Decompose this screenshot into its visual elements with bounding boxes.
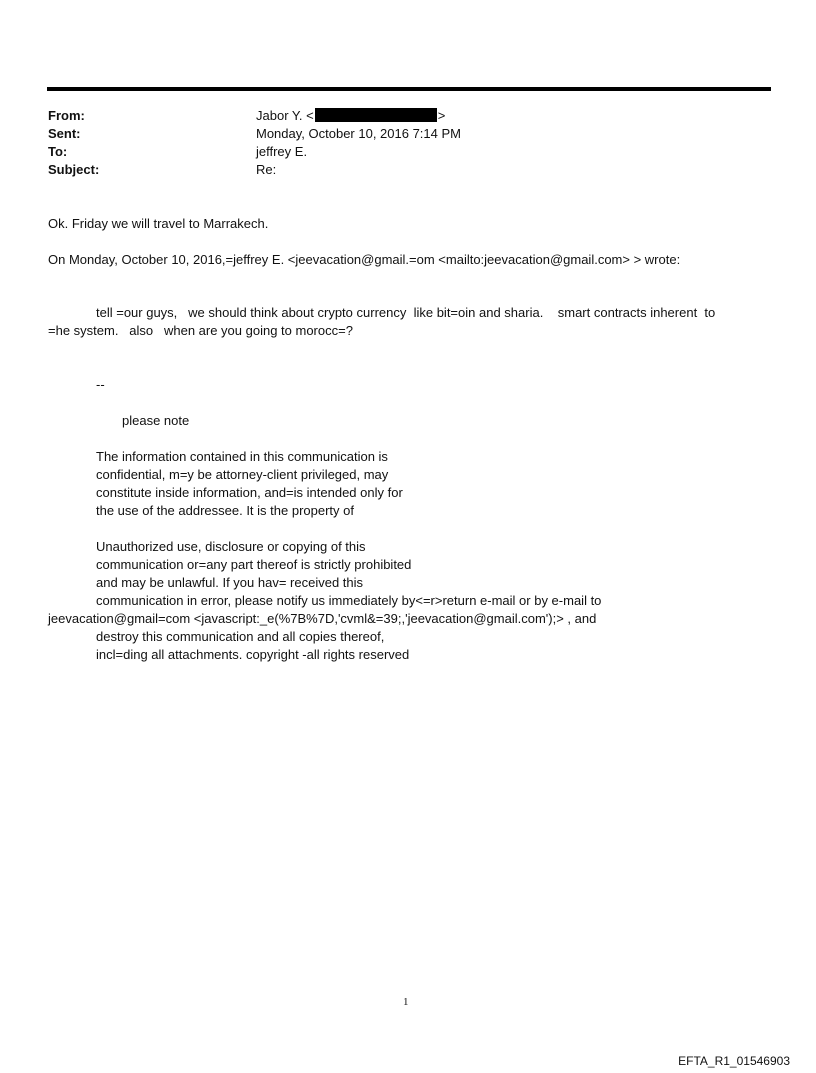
from-name: Jabor Y. < [256,108,314,123]
reply-text: Ok. Friday we will travel to Marrakech. [48,216,269,231]
document-id: EFTA_R1_01546903 [678,1054,790,1068]
notice-line: incl=ding all attachments. copyright -all rights reserved [96,647,410,662]
header-divider [47,87,771,91]
page-number: 1 [403,996,409,1008]
notice-line: confidential, m=y be attorney-client privileged, may [96,467,389,482]
signature-dashes: -- [96,377,105,392]
from-value [256,107,445,125]
from-label: From: [48,108,85,123]
subject-label: Subject: [48,162,100,177]
redacted-email-block [315,108,437,122]
to-label: To: [48,144,68,159]
quoted-message-line: =he system. also when are you going to morocc=? [48,323,353,338]
notice-line: The information contained in this communication is [96,449,388,464]
sent-value: Monday, October 10, 2016 7:14 PM [256,126,461,141]
from-close: > [437,108,446,123]
subject-value: Re: [256,162,277,177]
notice-line: communication or=any part thereof is strictly prohibited [96,557,412,572]
sent-label: Sent: [48,126,81,141]
notice-line: and may be unlawful. If you hav= received this [96,575,364,590]
notice-line: the use of the addressee. It is the property of [96,503,354,518]
quote-intro: On Monday, October 10, 2016,=jeffrey E. <jeevacation@gmail.=om <mailto:jeevacation@gmail.com> > wrote: [48,252,681,267]
notice-line: Unauthorized use, disclosure or copying of this [96,539,366,554]
to-value: jeffrey E. [256,144,308,159]
notice-line: constitute inside information, and=is intended only for [96,485,403,500]
notice-line: destroy this communication and all copies thereof, [96,629,385,644]
quoted-message-line: tell =our guys, we should think about crypto currency like bit=oin and sharia. smart contracts inherent to [96,305,716,320]
notice-line: communication in error, please notify us immediately by<=r>return e-mail or by e-mail to [96,593,602,608]
please-note: please note [122,413,190,428]
notice-line: jeevacation@gmail=com <javascript:_e(%7B%7D,'cvml&=39;,'jeevacation@gmail.com');> , and [48,611,597,626]
